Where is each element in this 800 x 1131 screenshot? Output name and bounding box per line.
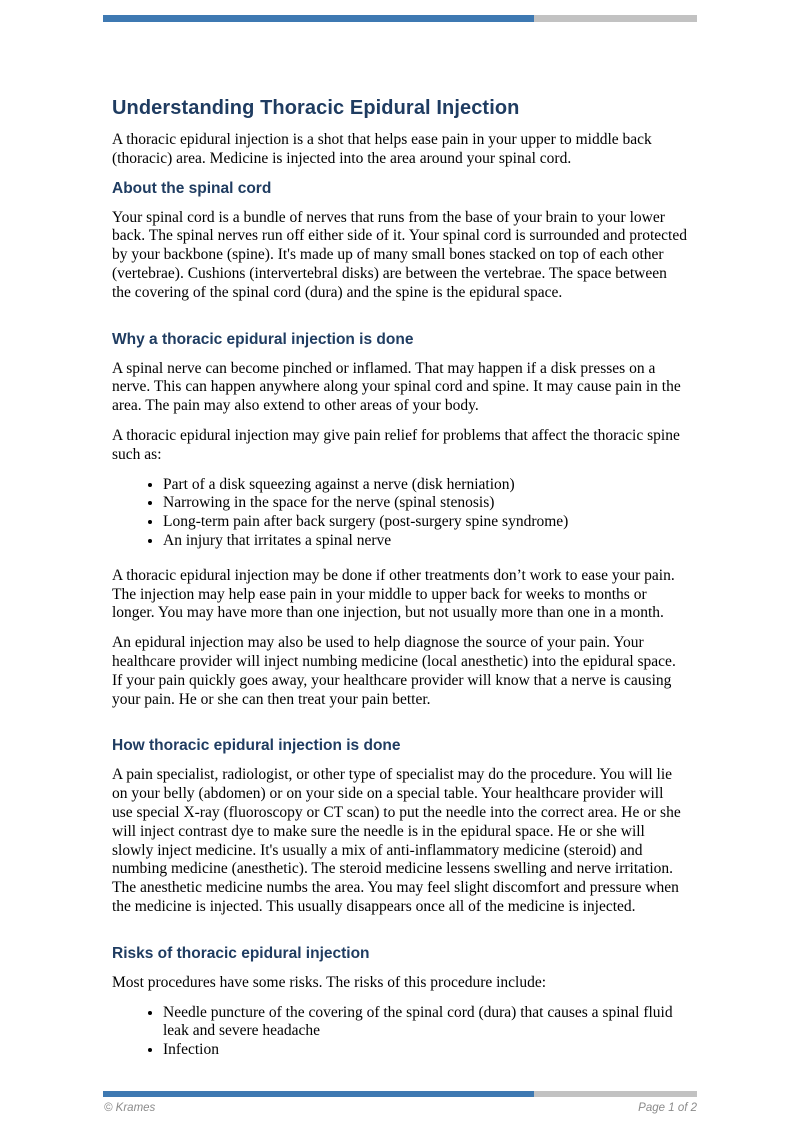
paragraph: A pain specialist, radiologist, or other type of specialist may do the procedure. You will lie on your belly (abdomen) or on your side on a special table. Your healthcare provider will use special X-ray (fluoroscopy or CT scan) to put the needle into the correct area. He or she will inject contrast dye to make sure the needle is in the epidural space. He or she will slowly inject medicine. It's usually a mix of anti-inflammatory medicine (steroid) and numbing medicine (anesthetic). The steroid medicine lessens swelling and nerve irritation. The anesthetic medicine numbs the area. You may feel slight discomfort and pressure when the medicine is injected. This usually disappears once all of the medicine is injected. [112, 766, 681, 915]
section-heading: About the spinal cord [112, 179, 272, 197]
header-accent-bar [103, 15, 697, 22]
page-number: Page 1 of 2 [638, 1102, 697, 1114]
document-content [0, 97, 800, 1060]
copyright-text: © Krames [104, 1102, 156, 1114]
paragraph: A spinal nerve can become pinched or inflamed. That may happen if a disk presses on a nerve. This can happen anywhere along your spinal cord and spine. It may cause pain in the area. The pain may also extend to other areas of your body. [112, 359, 681, 415]
sections-container [112, 180, 687, 1060]
intro-paragraph: A thoracic epidural injection is a shot that helps ease pain in your upper to middle back (thoracic) area. Medicine is injected into the area around your spinal cord. [112, 131, 652, 167]
bullet-list [112, 1004, 687, 1060]
bullet-item: • Part of a disk squeezing against a nerve (disk herniation) [163, 476, 687, 495]
bullet-item: • Infection [163, 1041, 687, 1060]
bullet-item: • Narrowing in the space for the nerve (spinal stenosis) [163, 494, 687, 513]
section-heading: Why a thoracic epidural injection is done [112, 330, 414, 348]
page-title: Understanding Thoracic Epidural Injection [112, 97, 520, 119]
section [112, 945, 687, 1060]
paragraph: A thoracic epidural injection may be done if other treatments don’t work to ease your pain. The injection may help ease pain in your middle to upper back for weeks to months or longer. You may have more than one injection, but not usually more than one in a month. [112, 566, 675, 622]
footer-accent-bar [103, 1091, 697, 1097]
section [112, 331, 687, 710]
bullet-list [112, 476, 687, 551]
section [112, 737, 687, 916]
bullet-item: • Long-term pain after back surgery (post-surgery spine syndrome) [163, 513, 687, 532]
paragraph: A thoracic epidural injection may give pain relief for problems that affect the thoracic spine such as: [112, 426, 680, 463]
footer-bar-gray-segment [534, 1091, 697, 1097]
section-heading: How thoracic epidural injection is done [112, 737, 401, 755]
footer-bar-blue-segment [103, 1091, 534, 1097]
section-heading: Risks of thoracic epidural injection [112, 944, 370, 962]
footer-text-row [104, 1102, 697, 1114]
paragraph: Most procedures have some risks. The risks of this procedure include: [112, 973, 547, 991]
footer [0, 1091, 800, 1131]
bullet-item: • An injury that irritates a spinal nerve [163, 532, 687, 551]
paragraph: Your spinal cord is a bundle of nerves that runs from the base of your brain to your lower back. The spinal nerves run off either side of it. Your spinal cord is surrounded and protected by your backbone (spine). It's made up of many small bones stacked on top of each other (vertebrae). Cushions (intervertebral disks) are between the vertebrae. The space between the covering of the spinal cord (dura) and the spine is the epidural space. [112, 208, 687, 301]
paragraph: An epidural injection may also be used to help diagnose the source of your pain. Your healthcare provider will inject numbing medicine (local anesthetic) into the epidural space. If your pain quickly goes away, your healthcare provider will know that a nerve is causing your pain. He or she can then treat your pain better. [112, 634, 676, 708]
header-bar-gray-segment [534, 15, 697, 22]
section [112, 180, 687, 303]
bullet-item: • Needle puncture of the covering of the spinal cord (dura) that causes a spinal fluid leak and severe headache [163, 1004, 687, 1042]
header-bar-blue-segment [103, 15, 534, 22]
header [0, 0, 800, 22]
